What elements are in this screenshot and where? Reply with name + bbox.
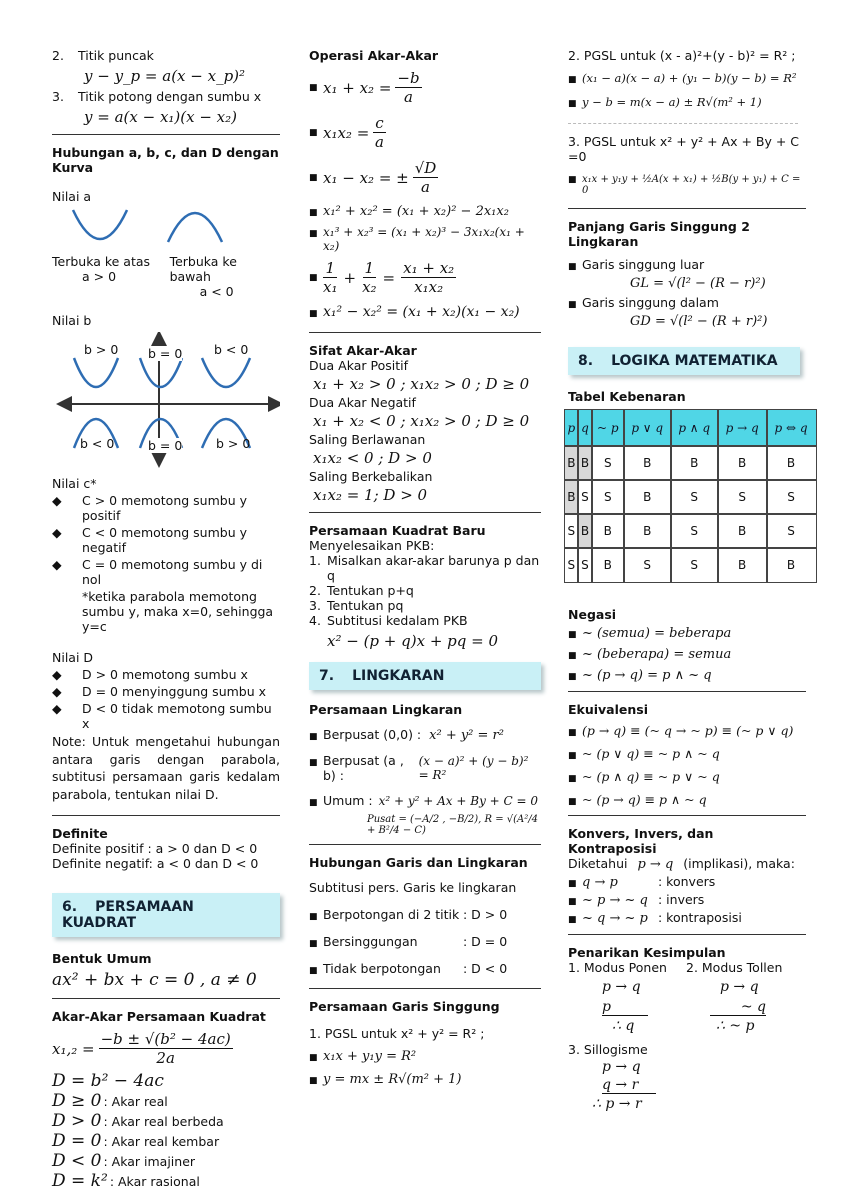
section-heading: Panjang Garis Singgung 2 Lingkaran (568, 219, 750, 249)
formula-pgsl3a: ■ x₁x + y₁y + ½A(x + x₁) + ½B(y + y₁) + C = 0 (568, 174, 801, 196)
section-heading: Konvers, Invers, dan Kontraposisi (568, 825, 714, 856)
formula-vertex: y − y_p = a(x − x_p)² (84, 67, 246, 85)
column-2 (309, 48, 541, 1087)
D-rows (52, 1091, 280, 1191)
note-text: Note: Untuk mengetahui hubungan antara garis dengan parabola, subtitusi persamaan garis kedalam parabola, tentukan nilai D. (52, 734, 280, 802)
formula-diff: ■ x₁ − x₂ = ± $\frac{√D}{a}$ (309, 159, 437, 196)
sifat-formula: x₁ + x₂ < 0 ; x₁x₂ > 0 ; D ≥ 0 (313, 412, 530, 430)
section-heading: Hubungan a, b, c, dan D dengan Kurva (52, 145, 279, 175)
item-number: 3. (52, 89, 64, 104)
table-row: S B B B S B S (565, 514, 816, 548)
list-item: ■ ~ q → ~ p : kontraposisi (568, 909, 742, 926)
table-header-row (565, 410, 816, 446)
formula-recip: ■ $\frac{1}{\text{x₁}}$ + $\frac{1}{\text{x₂}}$ = $\frac{\text{x₁ + x₂}}{\text{x₁x₂}}$ (309, 259, 455, 296)
pgsl2-label: 2. PGSL untuk (x - a)²+(y - b)² = R² ; (568, 48, 796, 63)
section-heading: Definite (52, 826, 108, 841)
table-header: p → q (718, 410, 767, 446)
modus-row (568, 960, 806, 1034)
table-row: S S B S S B B (565, 548, 816, 582)
label-open-down: Terbuka ke bawah (169, 254, 237, 284)
list-item: ■ Umum : x² + y² + Ax + By + C = 0 (309, 793, 539, 808)
formula-sq: ■ x₁² + x₂² = (x₁ + x₂)² − 2x₁x₂ (309, 204, 509, 219)
parabola-up-icon (69, 208, 131, 244)
sifat-label: Dua Akar Negatif (309, 395, 416, 410)
divider (568, 123, 798, 124)
column-3 (568, 48, 806, 1112)
column-1 (52, 48, 280, 1191)
formula-pgsl1a: ■ x₁x + y₁y = R² (309, 1049, 417, 1064)
section-heading: Ekuivalensi (568, 701, 649, 717)
label-b-eq0: b = 0 (148, 346, 183, 361)
label-b-gt0-bottom: b > 0 (216, 436, 251, 451)
table-header: p ∧ q (671, 410, 718, 446)
formula-sum: ■ x₁ + x₂ = $\frac{-b}{a}$ (309, 69, 420, 106)
list-item: ■ Bersinggungan : D = 0 (309, 934, 508, 949)
truth-table (564, 410, 816, 583)
pgsl3-label: 3. PGSL untuk x² + y² + Ax + By + C =0 (568, 134, 800, 164)
list-item: ◆ D > 0 memotong sumbu x (52, 667, 248, 682)
list-item: 3. Tentukan pq (309, 598, 404, 613)
titik-puncak (52, 48, 280, 63)
kik-intro: Diketahui p → q (implikasi), maka: (568, 855, 795, 872)
formula-sqdiff: ■ x₁² − x₂² = (x₁ + x₂)(x₁ − x₂) (309, 304, 520, 320)
list-item: D ≥ 0 : Akar real (52, 1091, 168, 1111)
section-heading: Bentuk Umum (52, 951, 152, 966)
sifat-formula: x₁ + x₂ > 0 ; x₁x₂ > 0 ; D ≥ 0 (313, 375, 530, 393)
list-item: D < 0 : Akar imajiner (52, 1151, 196, 1171)
formula-pusat: Pusat = (−A/2 , −B/2), R = √(A²/4 + B²/4 − C) (367, 814, 539, 836)
table-header: p ⇔ q (767, 410, 816, 446)
formula-abc: x₁,₂ = $\frac{\text{−b ± √(b² − 4ac)}}{2a}$ (52, 1030, 231, 1067)
formula-intercept: y = a(x − x₁)(x − x₂) (84, 108, 238, 126)
list-item: ◆ D < 0 tidak memotong sumbu x (52, 701, 272, 731)
section-heading: Akar-Akar Persamaan Kuadrat (52, 1009, 266, 1024)
label-nilai-a: Nilai a (52, 189, 92, 204)
parabola-down-icon (164, 208, 226, 244)
cond-open-up: a > 0 (82, 269, 117, 284)
sifat-formula: x₁x₂ = 1; D > 0 (313, 486, 428, 504)
list-item: ■ ~ (p ∧ q) ≡ ~ p ∨ ~ q (568, 768, 720, 784)
modus-tollen: 2. Modus Tollen p → q ~ q ∴ ~ p (686, 959, 783, 1034)
parabola-b-diagram (52, 332, 280, 468)
list-item: ■ ~ (p ∨ q) ≡ ~ p ∧ ~ q (568, 745, 720, 761)
list-item: ■ Berpotongan di 2 titik : D > 0 (309, 907, 508, 922)
sifat-formula: x₁x₂ < 0 ; D > 0 (313, 449, 432, 467)
formula-bentuk: ax² + bx + c = 0 , a ≠ 0 (52, 970, 257, 990)
formula-gl: GL = √(l² − (R − r)²) (630, 276, 766, 291)
list-item: ■ ~ (semua) = beberapa (568, 625, 732, 641)
formula-pgsl2b: ■ y − b = m(x − a) ± R√(m² + 1) (568, 95, 762, 109)
section-banner-6: 6. PERSAMAAN KUADRAT (52, 893, 280, 937)
section-heading: Hubungan Garis dan Lingkaran (309, 855, 528, 870)
list-item: ■ Garis singgung luar (568, 257, 705, 272)
titik-potong (52, 89, 280, 104)
section-banner-8: 8. LOGIKA MATEMATIKA (568, 347, 800, 375)
pgsl1-label: 1. PGSL untuk x² + y² = R² ; (309, 1026, 485, 1041)
label-b-lt0-bottom: b < 0 (80, 436, 115, 451)
list-item: 1. Misalkan akar-akar barunya p dan q (309, 553, 540, 583)
list-item: D = k² : Akar rasional (52, 1171, 200, 1191)
section-heading: Penarikan Kesimpulan (568, 944, 726, 960)
label-nilai-c: Nilai c* (52, 476, 97, 491)
list-item: ◆ D = 0 menyinggung sumbu x (52, 684, 267, 699)
list-item: ■ ~ (beberapa) = semua (568, 646, 732, 662)
formula-cube: ■ x₁³ + x₂³ = (x₁ + x₂)³ − 3x₁x₂(x₁ + x₂) (309, 225, 525, 253)
table-row: B S S B S S S (565, 480, 816, 514)
formula-pgsl2a: ■ (x₁ − a)(x − a) + (y₁ − b)(y − b) = R² (568, 71, 797, 85)
section-heading: Persamaan Kuadrat Baru (309, 523, 486, 538)
list-item: ■ Berpusat (0,0) : x² + y² = r² (309, 727, 504, 743)
list-item: ■ Garis singgung dalam (568, 295, 719, 310)
section-heading: Persamaan Lingkaran (309, 702, 463, 717)
formula-gd: GD = √(l² − (R + r)²) (630, 314, 768, 329)
list-item: ◆ C = 0 memotong sumbu y di nol (52, 557, 263, 587)
label-b-lt0: b < 0 (214, 342, 249, 357)
list-item: ■ ~ (p → q) ≡ p ∧ ~ q (568, 791, 707, 807)
list-item: 2. Tentukan p+q (309, 583, 414, 598)
table-row: B B S B B B B (565, 446, 816, 480)
sifat-label: Saling Berkebalikan (309, 469, 433, 484)
item-label: Titik potong dengan sumbu x (78, 89, 262, 104)
formula-pgsl1b: ■ y = mx ± R√(m² + 1) (309, 1072, 462, 1087)
list-item: ■ ~ p → ~ q : invers (568, 891, 705, 908)
cond-open-down: a < 0 (199, 284, 234, 299)
def-pos: Definite positif : a > 0 dan D < 0 (52, 841, 258, 856)
label-nilai-b: Nilai b (52, 313, 92, 328)
section-heading: Persamaan Garis Singgung (309, 999, 500, 1014)
parabola-a-labels (52, 254, 280, 299)
list-item: ■ q → p : konvers (568, 873, 716, 890)
list-item: ◆ C > 0 memotong sumbu y positif (52, 493, 247, 523)
formula-pkb: x² − (p + q)x + pq = 0 (327, 632, 499, 650)
label-nilai-d: Nilai D (52, 650, 94, 665)
list-item: ■ (p → q) ≡ (~ q → ~ p) ≡ (~ p ∨ q) (568, 722, 794, 738)
list-item: D = 0 : Akar real kembar (52, 1131, 220, 1151)
table-header: p (565, 410, 579, 446)
section-heading: Tabel Kebenaran (568, 389, 686, 404)
sifat-label: Dua Akar Positif (309, 358, 409, 373)
section-banner-7: 7. LINGKARAN (309, 662, 541, 690)
pkb-sub: Menyelesaikan PKB: (309, 538, 435, 553)
formula-D: D = b² − 4ac (52, 1071, 164, 1091)
def-neg: Definite negatif: a < 0 dan D < 0 (52, 856, 259, 871)
list-item: ■ Tidak berpotongan : D < 0 (309, 961, 508, 976)
label-open-up: Terbuka ke atas (52, 254, 151, 269)
section-heading: Negasi (568, 606, 617, 622)
list-item: ■ ~ (p → q) = p ∧ ~ q (568, 667, 712, 683)
item-number: 2. (52, 48, 64, 63)
modus-ponen: 1. Modus Ponen p → q p ∴ q (568, 959, 667, 1034)
list-item: 4. Subtitusi kedalam PKB (309, 613, 468, 628)
section-heading: Sifat Akar-Akar (309, 343, 417, 358)
table-header: q (578, 410, 592, 446)
sifat-label: Saling Berlawanan (309, 432, 426, 447)
table-header: ~ p (592, 410, 624, 446)
label-b-eq0-bottom: b = 0 (148, 438, 183, 453)
table-header: p ∨ q (624, 410, 671, 446)
label-b-gt0: b > 0 (84, 342, 119, 357)
c-note: *ketika parabola memotong sumbu y, maka x=0, sehingga y=c (82, 589, 274, 634)
list-item: ■ Berpusat (a , b) : (x − a)² + (y − b)² = R² (309, 753, 529, 783)
item-label: Titik puncak (78, 48, 154, 63)
formula-product: ■ x₁x₂ = $\frac{c}{a}$ (309, 114, 384, 151)
list-item: ◆ C < 0 memotong sumbu y negatif (52, 525, 247, 555)
section-heading: Operasi Akar-Akar (309, 48, 439, 63)
parabola-a-diagrams (52, 208, 242, 244)
list-item: D > 0 : Akar real berbeda (52, 1111, 224, 1131)
sillogisme: 3. Sillogisme p → q q → r ∴ p → r (568, 1042, 806, 1112)
hgl-sub: Subtitusi pers. Garis ke lingkaran (309, 880, 517, 895)
